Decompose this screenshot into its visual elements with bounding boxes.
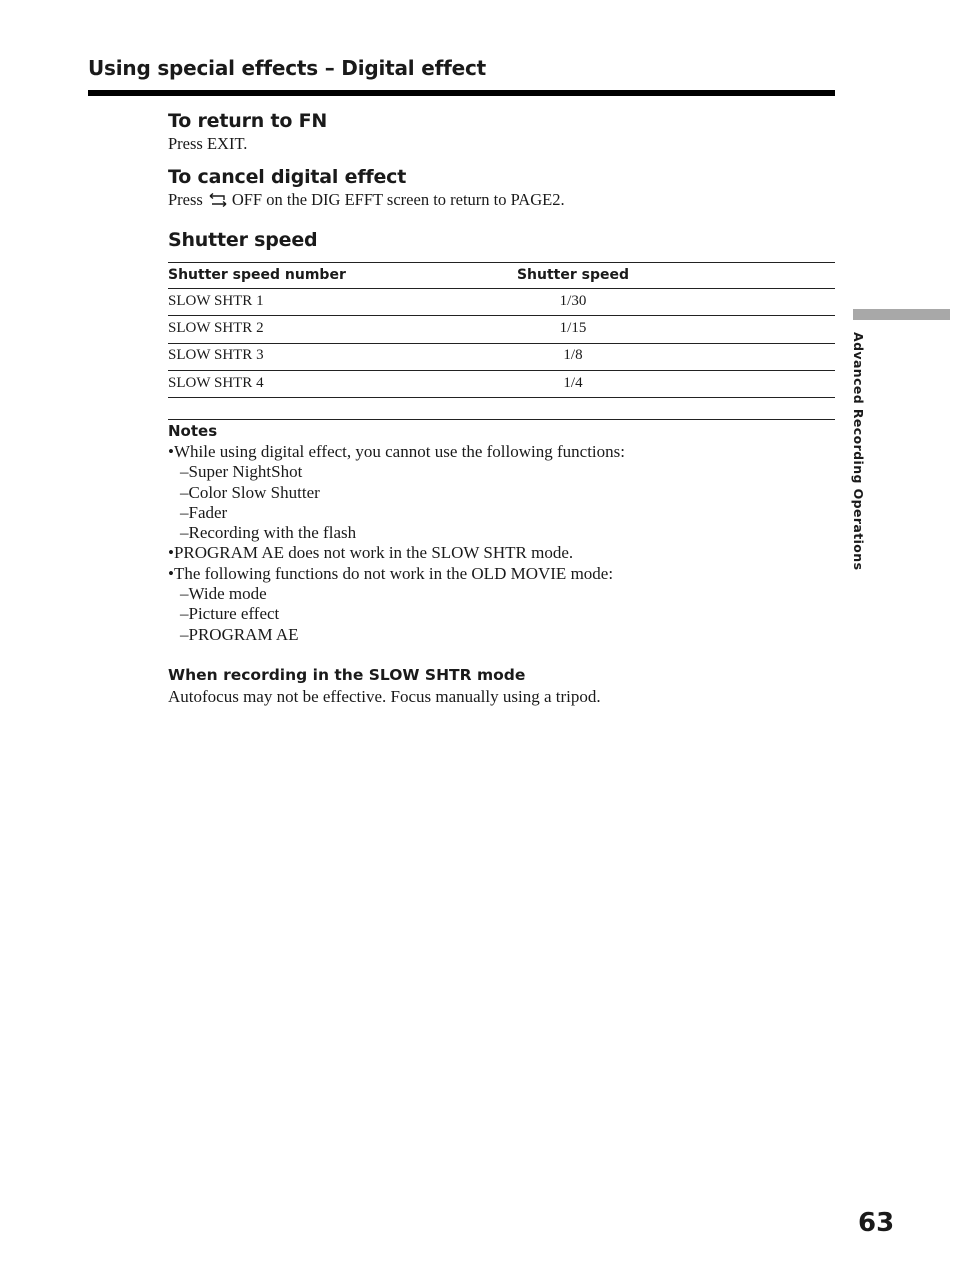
- table-bottom-rule: [168, 419, 835, 420]
- cancel-digital-effect-heading: To cancel digital effect: [168, 166, 407, 188]
- table-row-rule: [168, 315, 835, 316]
- table-row-rule: [168, 343, 835, 344]
- table-header-number: Shutter speed number: [168, 267, 346, 283]
- table-header-rule: [168, 288, 835, 289]
- note-subitem: –PROGRAM AE: [180, 624, 299, 644]
- note-bullet: •The following functions do not work in the OLD MOVIE mode:: [168, 563, 614, 583]
- table-top-rule: [168, 262, 835, 263]
- cancel-digital-effect-text: [168, 190, 565, 210]
- return-to-fn-text: Press EXIT.: [168, 134, 248, 153]
- return-to-fn-heading: To return to FN: [168, 110, 328, 132]
- shutter-speed-heading: Shutter speed: [168, 229, 318, 251]
- table-cell-number: SLOW SHTR 1: [168, 293, 264, 309]
- note-subitem: –Wide mode: [180, 584, 267, 604]
- cancel-text-after: OFF on the DIG EFFT screen to return to PAGE2.: [231, 190, 565, 209]
- cancel-text-before: Press: [168, 190, 203, 209]
- note-subitem: –Color Slow Shutter: [180, 482, 320, 502]
- table-cell-number: SLOW SHTR 3: [168, 347, 264, 363]
- table-cell-number: SLOW SHTR 2: [168, 320, 264, 336]
- section-title: Using special effects – Digital effect: [88, 56, 486, 80]
- note-subitem: –Super NightShot: [180, 462, 303, 482]
- note-subitem: –Recording with the flash: [180, 523, 357, 543]
- table-cell-number: SLOW SHTR 4: [168, 375, 264, 391]
- note-subitem: –Fader: [180, 502, 228, 522]
- note-bullet: •While using digital effect, you cannot use the following functions:: [168, 442, 625, 461]
- slow-shtr-recording-text: Autofocus may not be effective. Focus manually using a tripod.: [168, 687, 601, 706]
- side-tab-marker: [853, 309, 950, 320]
- note-subitem: –Picture effect: [180, 604, 280, 624]
- page-number: 63: [858, 1208, 895, 1238]
- table-row-rule: [168, 397, 835, 398]
- slow-shtr-recording-heading: When recording in the SLOW SHTR mode: [168, 666, 526, 684]
- side-tab-label: Advanced Recording Operations: [851, 332, 866, 571]
- notes-list: [168, 442, 625, 645]
- return-arrow-icon: [208, 193, 228, 207]
- title-rule: [88, 90, 835, 96]
- note-bullet: •PROGRAM AE does not work in the SLOW SHTR mode.: [168, 543, 574, 563]
- table-row-rule: [168, 370, 835, 371]
- notes-heading: Notes: [168, 422, 218, 440]
